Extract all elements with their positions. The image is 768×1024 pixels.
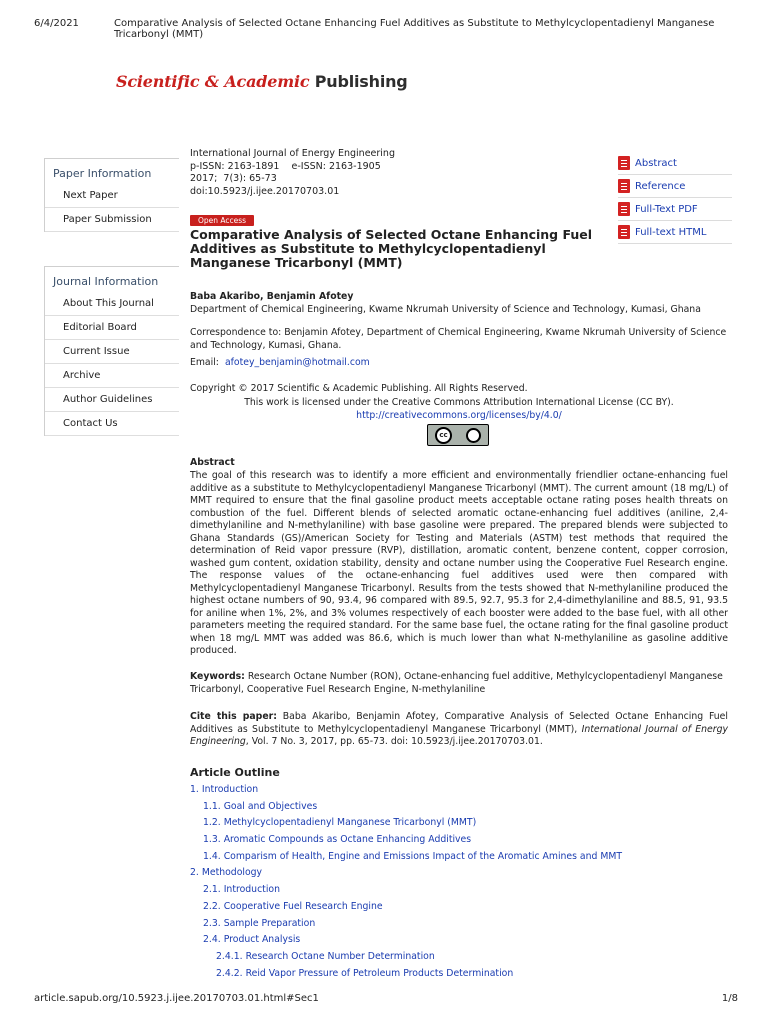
journal-issn: p-ISSN: 2163-1891 e-ISSN: 2163-1905 — [190, 160, 381, 172]
html-icon — [618, 225, 630, 239]
outline-item[interactable]: 1. Introduction — [190, 784, 259, 795]
license-text: This work is licensed under the Creative Commons Attribution International License (CC BY). — [244, 397, 674, 408]
abstract-text: The goal of this research was to identify a more efficient and environmentally friendlier octane-enhancing fuel additive as a substitute to Methylcyclopentadienyl Manganese Tricarbonyl (MMT). The current amount (18 mg/L) of MMT required to ensure that the final gasoline product meets acceptable octane rating poses health threats on combustion of the fuel. Different blends of selected aromatic octane-enhancing fuel additives (aniline, 2,4-dimethylaniline and N-methylaniline) with base gasoline were prepared. The prepared blends were subjected to Ghana Standards (GS)/American Society for Testing and Materials (ASTM) test methods that required the determination of Reid vapor pressure (RVP), distillation, aromatic content, benzene content, copper corrosion, washed gum content, oxidation stability, density and octane number using the Cooperative Fuel Research engine. The response values of the octane-enhancing fuel additives used were then compared with Methylcyclopentadienyl Manganese Tricarbonyl. Results from the tests showed that N-methylaniline produced the highest octane numbers of 90, 93.4, 96 compared with 89.5, 92.7, 95.3 for 2,4-dimethylaniline and 88.5, 91, 93.5 for aniline when 1%, 2%, and 3% volumes respectively of each booster were added to the base fuel, with all other parameters meeting the required standard. For the same base fuel, the octane rating for the final gasoline product when 18 mg/L MMT was added was 86.6, which is much lower than what N-methylaniline as gasoline additive produced. — [190, 470, 728, 656]
outline-item[interactable]: 2.4. Product Analysis — [203, 934, 301, 946]
sidebar-item-archive[interactable]: Archive — [45, 364, 179, 388]
link-abstract-label: Abstract — [635, 157, 677, 169]
pdf-icon — [618, 202, 630, 216]
site-logo[interactable] — [116, 72, 408, 91]
link-html-label: Full-text HTML — [635, 226, 707, 238]
license-link[interactable]: http://creativecommons.org/licenses/by/4.0/ — [356, 410, 562, 421]
outline-item[interactable]: 2.1. Introduction — [203, 884, 280, 896]
link-reference-label: Reference — [635, 180, 686, 192]
print-page-number: 1/8 — [721, 993, 738, 1004]
authors: Baba Akaribo, Benjamin Afotey — [190, 291, 354, 302]
sidebar-item-about-journal[interactable]: About This Journal — [45, 292, 179, 316]
link-full-text-pdf[interactable] — [618, 198, 732, 221]
outline-item[interactable]: 1.4. Comparism of Health, Engine and Emissions Impact of the Aromatic Amines and MMT — [203, 850, 623, 862]
outline-item[interactable]: 1.1. Goal and Objectives — [203, 800, 318, 812]
affiliation: Department of Chemical Engineering, Kwame Nkrumah University of Science and Technology, Kumasi, Ghana — [190, 304, 701, 315]
print-footer — [34, 993, 738, 1004]
print-date: 6/4/2021 — [34, 18, 79, 29]
logo-part-1: Scientific & Academic — [116, 72, 310, 91]
cite-text-after: , Vol. 7 No. 3, 2017, pp. 65-73. doi: 10.5923/j.ijee.20170703.01. — [245, 736, 543, 747]
print-url: article.sapub.org/10.5923.j.ijee.20170703.01.html#Sec1 — [34, 993, 319, 1004]
cc-by-badge[interactable] — [427, 424, 489, 446]
journal-name: International Journal of Energy Engineering — [190, 148, 395, 159]
article-outline — [190, 783, 730, 983]
link-reference[interactable] — [618, 175, 732, 198]
cc-icon: cc — [435, 427, 452, 444]
correspondence: Correspondence to: Benjamin Afotey, Department of Chemical Engineering, Kwame Nkrumah University of Science and Technology, Kumasi, Ghana. — [190, 327, 727, 351]
document-icon — [618, 179, 630, 193]
sidebar-paper-information — [44, 158, 179, 232]
outline-item[interactable]: 1.2. Methylcyclopentadienyl Manganese Tricarbonyl (MMT) — [203, 817, 477, 829]
sidebar-item-editorial-board[interactable]: Editorial Board — [45, 316, 179, 340]
attribution-icon — [466, 428, 481, 443]
keywords-text: Research Octane Number (RON), Octane-enhancing fuel additive, Methylcyclopentadienyl Manganese Tricarbonyl, Cooperative Fuel Research Engine, N-methylaniline — [190, 671, 723, 695]
link-pdf-label: Full-Text PDF — [635, 203, 698, 215]
journal-volume: 2017; 7(3): 65-73 — [190, 173, 277, 184]
email-label: Email: — [190, 357, 219, 368]
sidebar-item-author-guidelines[interactable]: Author Guidelines — [45, 388, 179, 412]
paper-title: Comparative Analysis of Selected Octane Enhancing Fuel Additives as Substitute to Methylcyclopentadienyl Manganese Tricarbonyl (MMT) — [190, 227, 593, 270]
sidebar-heading-paper: Paper Information — [53, 167, 152, 180]
abstract-heading: Abstract — [190, 457, 235, 468]
print-title: Comparative Analysis of Selected Octane Enhancing Fuel Additives as Substitute to Methylcyclopentadienyl Manganese Tricarbonyl (MMT) — [114, 18, 715, 40]
cite-text-before: Baba Akaribo, Benjamin Afotey, Comparative Analysis of Selected Octane Enhancing Fuel Additives as Substitute to Methylcyclopentadienyl Manganese Tricarbonyl (MMT), — [190, 711, 728, 735]
cite-journal: International Journal of Energy Engineering — [190, 723, 729, 747]
journal-doi: doi:10.5923/j.ijee.20170703.01 — [190, 185, 340, 197]
journal-meta — [190, 148, 395, 198]
sidebar-item-next-paper[interactable]: Next Paper — [45, 184, 179, 208]
print-header — [34, 18, 738, 40]
copyright: Copyright © 2017 Scientific & Academic Publishing. All Rights Reserved. — [190, 383, 528, 394]
sidebar-item-paper-submission[interactable]: Paper Submission — [45, 208, 179, 232]
link-abstract[interactable] — [618, 152, 732, 175]
sidebar-item-current-issue[interactable]: Current Issue — [45, 340, 179, 364]
sidebar-heading-journal: Journal Information — [53, 275, 159, 288]
outline-item[interactable]: 2.3. Sample Preparation — [203, 917, 316, 929]
article-outline-heading: Article Outline — [190, 766, 280, 779]
document-icon — [618, 156, 630, 170]
quick-links — [618, 152, 732, 244]
email-line — [190, 357, 728, 370]
keywords-label: Keywords: — [190, 671, 245, 682]
outline-item[interactable]: 2.4.2. Reid Vapor Pressure of Petroleum Products Determination — [216, 967, 514, 979]
outline-item[interactable]: 2.4.1. Research Octane Number Determination — [216, 950, 435, 962]
cite-label: Cite this paper: — [190, 711, 277, 722]
outline-item[interactable]: 2.2. Cooperative Fuel Research Engine — [203, 900, 383, 912]
sidebar-item-contact-us[interactable]: Contact Us — [45, 412, 179, 436]
cite-this-paper — [190, 711, 728, 749]
email-link[interactable]: afotey_benjamin@hotmail.com — [224, 357, 370, 368]
outline-item[interactable]: 1.3. Aromatic Compounds as Octane Enhancing Additives — [203, 834, 472, 846]
link-full-text-html[interactable] — [618, 221, 732, 244]
keywords — [190, 671, 728, 696]
sidebar-journal-information — [44, 266, 179, 436]
outline-item[interactable]: 2. Methodology — [190, 867, 263, 879]
logo-part-2: Publishing — [314, 72, 408, 91]
open-access-badge: Open Access — [190, 215, 254, 226]
